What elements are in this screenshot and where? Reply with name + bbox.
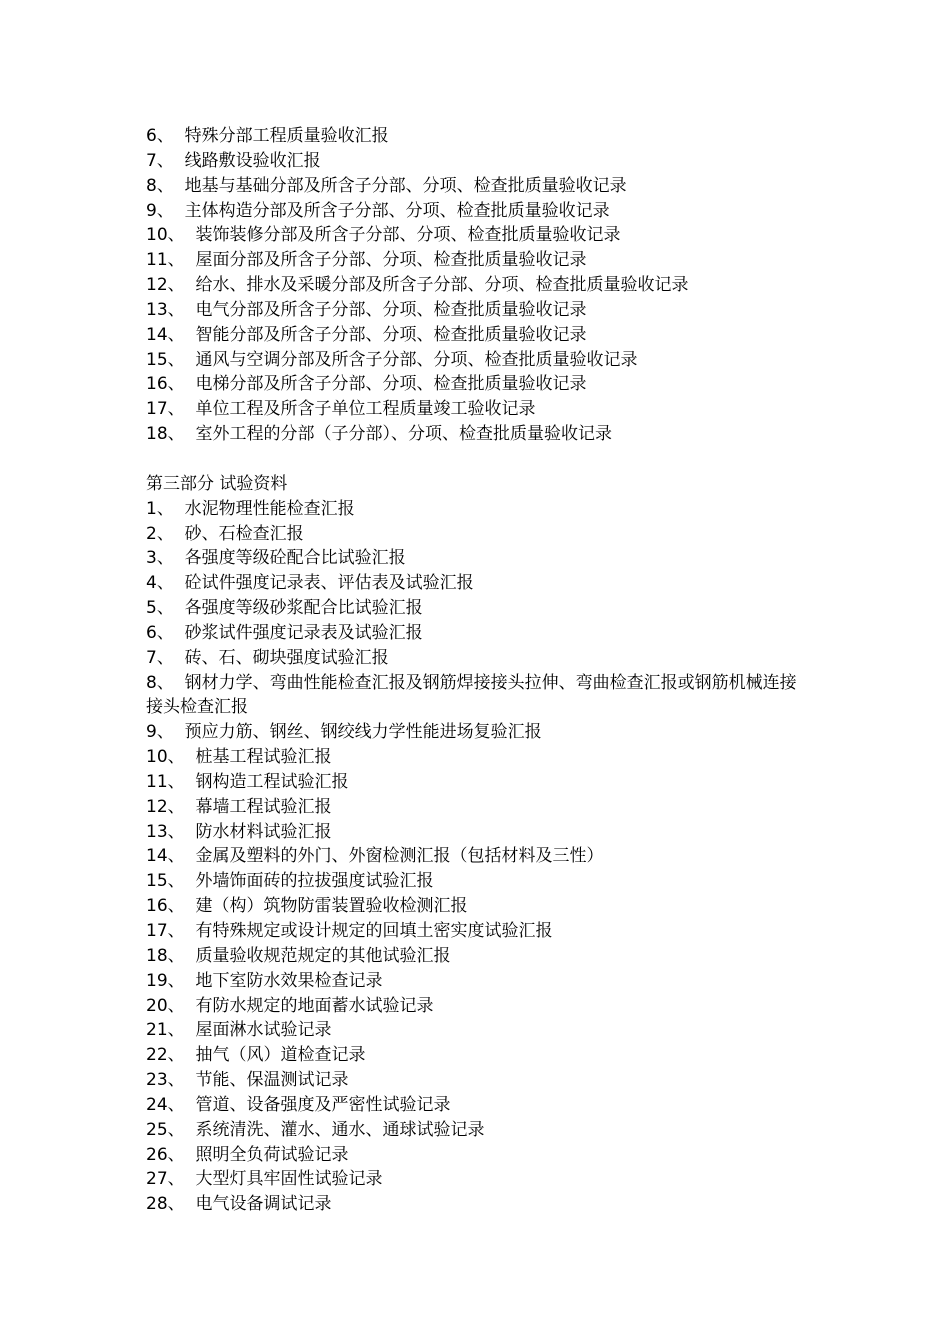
list-item: 12、 给水、排水及采暖分部及所含子分部、分项、检查批质量验收记录: [146, 275, 689, 296]
list-item: 13、 电气分部及所含子分部、分项、检查批质量验收记录: [146, 299, 587, 320]
list-item: 6、 砂浆试件强度记录表及试验汇报: [146, 622, 423, 643]
list-item: 28、 电气设备调试记录: [146, 1194, 332, 1215]
list-item: 20、 有防水规定的地面蓄水试验记录: [146, 995, 434, 1016]
list-item: 19、 地下室防水效果检查记录: [146, 970, 383, 991]
list-item: 9、 主体构造分部及所含子分部、分项、检查批质量验收记录: [146, 200, 610, 221]
list-item: 7、 线路敷设验收汇报: [146, 150, 321, 171]
list-item: 18、 质量验收规范规定的其他试验汇报: [146, 945, 451, 966]
list-item: 7、 砖、石、砌块强度试验汇报: [146, 647, 389, 668]
list-item: 3、 各强度等级砼配合比试验汇报: [146, 548, 406, 569]
list-item: 25、 系统清洗、灌水、通水、通球试验记录: [146, 1119, 485, 1140]
list-item: 21、 屋面淋水试验记录: [146, 1020, 332, 1041]
section-spacer: [146, 447, 806, 472]
list-item: 27、 大型灯具牢固性试验记录: [146, 1169, 383, 1190]
list-item: 24、 管道、设备强度及严密性试验记录: [146, 1094, 451, 1115]
list-item: 6、 特殊分部工程质量验收汇报: [146, 126, 389, 146]
list-item: 15、 外墙饰面砖的拉拔强度试验汇报: [146, 871, 434, 892]
list-item: 8、 地基与基础分部及所含子分部、分项、检查批质量验收记录: [146, 175, 627, 196]
list-item: 16、 电梯分部及所含子分部、分项、检查批质量验收记录: [146, 374, 587, 395]
section2-list: [146, 124, 806, 447]
list-item: 15、 通风与空调分部及所含子分部、分项、检查批质量验收记录: [146, 349, 638, 370]
list-item: 16、 建（构）筑物防雷装置验收检测汇报: [146, 896, 468, 917]
list-item: 1、 水泥物理性能检查汇报: [146, 498, 355, 519]
list-item: 5、 各强度等级砂浆配合比试验汇报: [146, 598, 423, 619]
list-item: 18、 室外工程的分部（子分部）、分项、检查批质量验收记录: [146, 424, 612, 445]
list-item: 17、 单位工程及所含子单位工程质量竣工验收记录: [146, 399, 536, 420]
list-item: 11、 屋面分部及所含子分部、分项、检查批质量验收记录: [146, 250, 587, 271]
section-heading: 第三部分 试验资料: [146, 473, 288, 494]
list-item: 10、 桩基工程试验汇报: [146, 747, 332, 768]
list-item: 11、 钢构造工程试验汇报: [146, 771, 349, 792]
list-item: 4、 砼试件强度记录表、评估表及试验汇报: [146, 573, 474, 594]
list-item: 8、 钢材力学、弯曲性能检查汇报及钢筋焊接接头拉伸、弯曲检查汇报或钢筋机械连接接头检查汇报: [146, 672, 797, 718]
list-item: 10、 装饰装修分部及所含子分部、分项、检查批质量验收记录: [146, 225, 621, 246]
list-item: 22、 抽气（风）道检查记录: [146, 1045, 366, 1066]
list-item: 26、 照明全负荷试验记录: [146, 1144, 349, 1165]
list-item: 2、 砂、石检查汇报: [146, 523, 304, 544]
list-item: 23、 节能、保温测试记录: [146, 1070, 349, 1091]
section3-list: [146, 497, 806, 1217]
list-item: 9、 预应力筋、钢丝、钢绞线力学性能进场复验汇报: [146, 722, 542, 743]
list-item: 14、 智能分部及所含子分部、分项、检查批质量验收记录: [146, 324, 587, 345]
list-item: 12、 幕墙工程试验汇报: [146, 796, 332, 817]
document-page: [146, 124, 806, 1217]
list-item: 14、 金属及塑料的外门、外窗检测汇报（包括材料及三性）: [146, 846, 604, 867]
list-item: 17、 有特殊规定或设计规定的回填土密实度试验汇报: [146, 921, 553, 941]
list-item: 13、 防水材料试验汇报: [146, 821, 332, 842]
